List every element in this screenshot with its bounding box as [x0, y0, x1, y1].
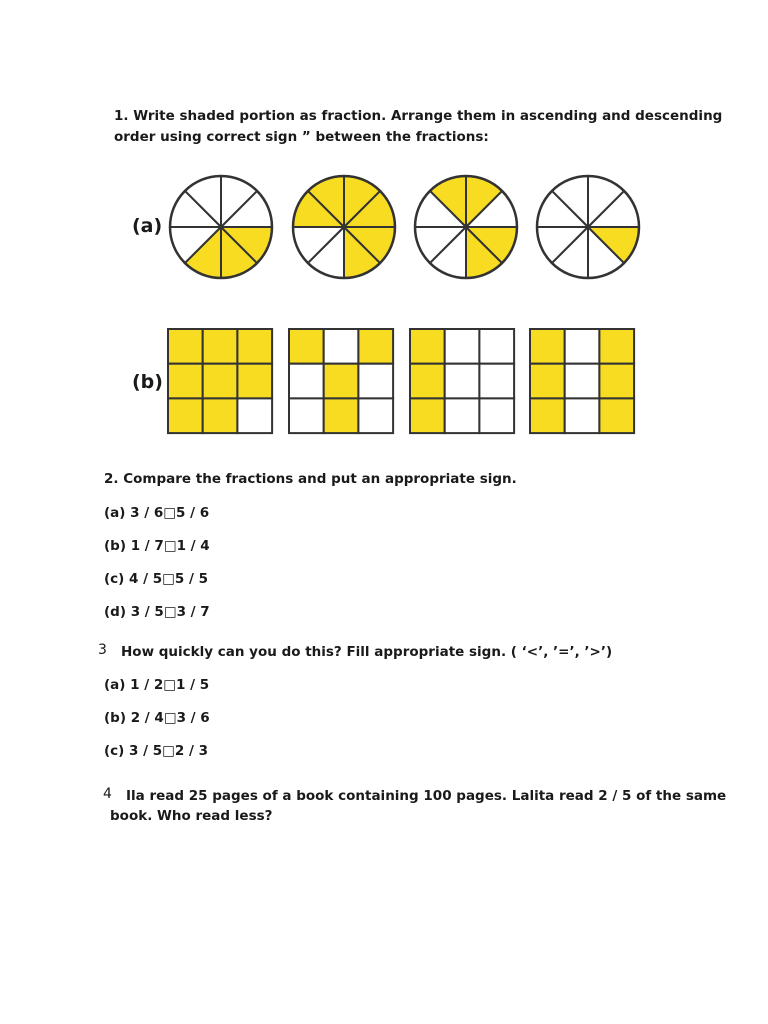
- q1-line-2: order using correct sign ” between the fractions:: [114, 129, 489, 145]
- fraction-shapes: [114, 156, 662, 456]
- grid-4-cell-9-shaded: [599, 398, 634, 433]
- grid-2-cell-3-shaded: [358, 329, 393, 364]
- q4-number: 4: [103, 786, 112, 802]
- q3-title: How quickly can you do this? Fill appropriate sign. ( ‘<’, ’=’, ’>’): [121, 644, 613, 660]
- grid-3-cell-5: [445, 364, 480, 399]
- grid-1-cell-5-shaded: [203, 364, 238, 399]
- grid-1-cell-1-shaded: [168, 329, 203, 364]
- grid-3-cell-6: [479, 364, 514, 399]
- grid-4-cell-4-shaded: [530, 364, 565, 399]
- fraction-figure: [114, 156, 662, 456]
- q4-line-1: Ila read 25 pages of a book containing 100 pages. Lalita read 2 / 5 of the same: [126, 788, 727, 804]
- grid-4-cell-5: [565, 364, 600, 399]
- grid-1-cell-3-shaded: [237, 329, 272, 364]
- grid-2-cell-4: [289, 364, 324, 399]
- grid-3-cell-1-shaded: [410, 329, 445, 364]
- grid-4-cell-1-shaded: [530, 329, 565, 364]
- q1-line-1: 1. Write shaded portion as fraction. Arrange them in ascending and descending: [114, 108, 723, 124]
- grid-2-cell-1-shaded: [289, 329, 324, 364]
- q2-item-b: (b) 1 / 7□1 / 4: [104, 538, 210, 554]
- grid-1-cell-6-shaded: [237, 364, 272, 399]
- grid-2-cell-2: [324, 329, 359, 364]
- grid-1-cell-2-shaded: [203, 329, 238, 364]
- grid-1-cell-9: [237, 398, 272, 433]
- grid-3-cell-2: [445, 329, 480, 364]
- q3-item-b: (b) 2 / 4□3 / 6: [104, 710, 210, 726]
- q3-item-c: (c) 3 / 5□2 / 3: [104, 743, 209, 759]
- q4-line-2: book. Who read less?: [110, 808, 273, 824]
- grid-4-cell-2: [565, 329, 600, 364]
- q2-item-c: (c) 4 / 5□5 / 5: [104, 571, 209, 587]
- grid-2-cell-8-shaded: [324, 398, 359, 433]
- grid-2-cell-5-shaded: [324, 364, 359, 399]
- grid-3-cell-7-shaded: [410, 398, 445, 433]
- grid-3-cell-4-shaded: [410, 364, 445, 399]
- grid-4-cell-8: [565, 398, 600, 433]
- grid-1-cell-8-shaded: [203, 398, 238, 433]
- grid-1-cell-4-shaded: [168, 364, 203, 399]
- grid-4-cell-3-shaded: [599, 329, 634, 364]
- grid-1-cell-7-shaded: [168, 398, 203, 433]
- grid-4-cell-7-shaded: [530, 398, 565, 433]
- grid-4-cell-6-shaded: [599, 364, 634, 399]
- label-b: (b): [132, 371, 163, 393]
- grid-2-cell-6: [358, 364, 393, 399]
- grid-2-cell-9: [358, 398, 393, 433]
- grid-3-cell-8: [445, 398, 480, 433]
- q3-item-a: (a) 1 / 2□1 / 5: [104, 677, 210, 693]
- label-a: (a): [132, 215, 163, 237]
- grid-3-cell-3: [479, 329, 514, 364]
- q2-item-a: (a) 3 / 6□5 / 6: [104, 505, 210, 521]
- q2-title: 2. Compare the fractions and put an appropriate sign.: [104, 471, 517, 487]
- q2-item-d: (d) 3 / 5□3 / 7: [104, 604, 210, 620]
- q3-number: 3: [98, 642, 107, 658]
- grid-2-cell-7: [289, 398, 324, 433]
- grid-3-cell-9: [479, 398, 514, 433]
